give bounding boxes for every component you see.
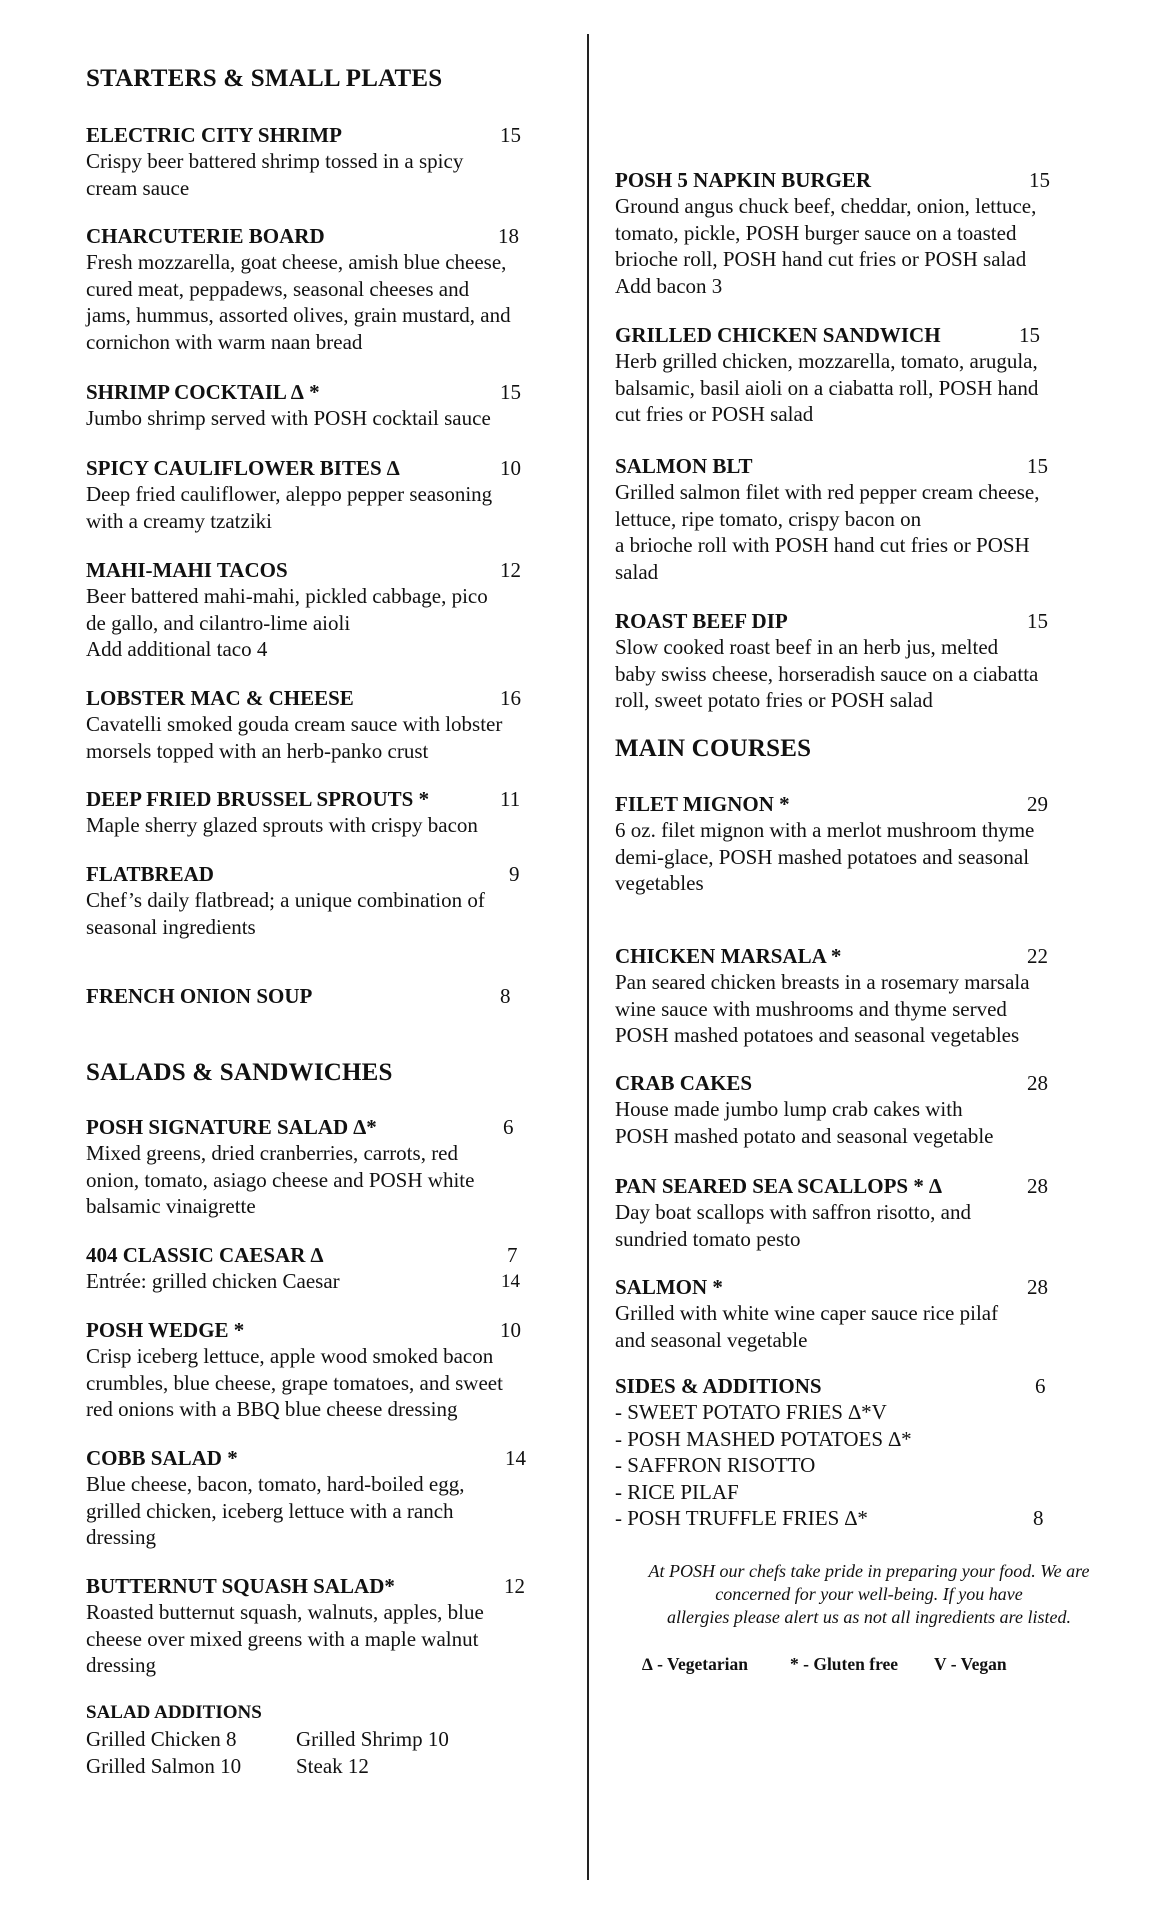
menu-item-salmon: SALMON * 28 Grilled with white wine caper sauce rice pilaf and seasonal vegetable (615, 1274, 1085, 1353)
item-price: 15 (1029, 168, 1050, 192)
menu-item-posh-signature-salad: POSH SIGNATURE SALAD ∆* 6 Mixed greens, dried cranberries, carrots, red onion, tomato, asiago cheese and POSH white balsamic vinaigrette (86, 1114, 566, 1220)
item-description: Cavatelli smoked gouda cream sauce with lobster morsels topped with an herb-panko crust (86, 712, 503, 763)
item-description: Ground angus chuck beef, cheddar, onion, lettuce, tomato, pickle, POSH burger sauce on a toasted brioche roll, POSH hand cut fries or POSH salad Add bacon 3 (615, 194, 1037, 298)
addition-item: Grilled Shrimp 10 (296, 1727, 449, 1751)
menu-item-404-classic-caesar: 404 CLASSIC CAESAR ∆ 7 Entrée: grilled chicken Caesar 14 (86, 1242, 566, 1295)
side-item: - RICE PILAF (615, 1479, 739, 1504)
sides-and-additions (615, 1373, 1085, 1532)
item-description: Grilled with white wine caper sauce rice pilaf and seasonal vegetable (615, 1301, 999, 1352)
menu-item-pan-seared-sea-scallops: PAN SEARED SEA SCALLOPS * ∆ 28 Day boat scallops with saffron risotto, and sundried tomato pesto (615, 1173, 1085, 1252)
menu-item-roast-beef-dip: ROAST BEEF DIP 15 Slow cooked roast beef in an herb jus, melted baby swiss cheese, horseradish sauce on a ciabatta roll, sweet potato fries or POSH salad (615, 608, 1085, 714)
item-description: Blue cheese, bacon, tomato, hard-boiled egg, grilled chicken, iceberg lettuce with a ranch dressing (86, 1472, 465, 1549)
menu-item-electric-city-shrimp: ELECTRIC CITY SHRIMP 15 Crispy beer battered shrimp tossed in a spicy cream sauce (86, 122, 566, 201)
item-price: 11 (500, 787, 521, 811)
menu-item-grilled-chicken-sandwich: GRILLED CHICKEN SANDWICH 15 Herb grilled chicken, mozzarella, tomato, arugula, balsamic, basil aioli on a ciabatta roll, POSH hand cut fries or POSH salad (615, 322, 1085, 428)
menu-item-mahi-mahi-tacos: MAHI-MAHI TACOS 12 Beer battered mahi-mahi, pickled cabbage, pico de gallo, and cilantro-lime aioli Add additional taco 4 (86, 557, 566, 663)
item-price: 10 (500, 456, 521, 480)
side-item: - POSH MASHED POTATOES ∆* (615, 1426, 912, 1451)
item-description: Slow cooked roast beef in an herb jus, melted baby swiss cheese, horseradish sauce on a ciabatta roll, sweet potato fries or POSH salad (615, 635, 1039, 712)
truffle-fries-price: 8 (1033, 1506, 1044, 1530)
salad-additions-title: SALAD ADDITIONS (86, 1702, 262, 1723)
item-price: 12 (500, 558, 521, 582)
side-item: - SAFFRON RISOTTO (615, 1453, 816, 1477)
item-description: Grilled salmon filet with red pepper cream cheese, lettuce, ripe tomato, crispy bacon on a brioche roll with POSH hand cut fries or POSH salad (615, 480, 1040, 584)
legend-vegetarian: ∆ - Vegetarian (642, 1654, 748, 1674)
item-description: Jumbo shrimp served with POSH cocktail sauce (86, 406, 491, 430)
menu-item-flatbread: FLATBREAD 9 Chef’s daily flatbread; a unique combination of seasonal ingredients (86, 861, 566, 940)
item-description: Deep fried cauliflower, aleppo pepper seasoning with a creamy tzatziki (86, 482, 493, 533)
item-price: 16 (500, 686, 521, 710)
menu-item-filet-mignon: FILET MIGNON * 29 6 oz. filet mignon with a merlot mushroom thyme demi-glace, POSH mashed potatoes and seasonal vegetables (615, 791, 1085, 897)
sides-list (615, 1399, 1085, 1532)
addition-item: Steak 12 (296, 1754, 369, 1778)
mains-title: MAIN COURSES (615, 735, 812, 762)
item-description: Crisp iceberg lettuce, apple wood smoked bacon crumbles, blue cheese, grape tomatoes, and sweet red onions with a BBQ blue cheese dressing (86, 1344, 503, 1421)
item-price: 7 (507, 1243, 518, 1267)
menu-item-shrimp-cocktail: SHRIMP COCKTAIL ∆ * 15 Jumbo shrimp served with POSH cocktail sauce (86, 379, 566, 432)
menu-item-salmon-blt: SALMON BLT 15 Grilled salmon filet with red pepper cream cheese, lettuce, ripe tomato, crispy bacon on a brioche roll with POSH hand cut fries or POSH salad (615, 453, 1085, 585)
dietary-legend (642, 1654, 1042, 1678)
item-description: House made jumbo lump crab cakes with POSH mashed potato and seasonal vegetable (615, 1097, 994, 1148)
sides-price: 6 (1035, 1374, 1046, 1398)
legend-gluten-free: * - Gluten free (790, 1654, 899, 1674)
column-divider (587, 34, 589, 1880)
menu-item-crab-cakes: CRAB CAKES 28 House made jumbo lump crab cakes with POSH mashed potato and seasonal vegetable (615, 1070, 1085, 1149)
menu-item-posh-wedge: POSH WEDGE * 10 Crisp iceberg lettuce, apple wood smoked bacon crumbles, blue cheese, grape tomatoes, and sweet red onions with a BBQ blue cheese dressing (86, 1317, 566, 1423)
side-item: - SWEET POTATO FRIES ∆*V (615, 1400, 887, 1424)
menu-item-charcuterie-board: CHARCUTERIE BOARD 18 Fresh mozzarella, goat cheese, amish blue cheese, cured meat, peppadews, seasonal cheeses and jams, hummus, assorted olives, grain mustard, and cornichon with warm naan bread (86, 223, 566, 355)
legend-vegan: V - Vegan (934, 1654, 1007, 1674)
item-price: 10 (500, 1318, 521, 1342)
menu-item-chicken-marsala: CHICKEN MARSALA * 22 Pan seared chicken breasts in a rosemary marsala wine sauce with mushrooms and thyme served POSH mashed potatoes and seasonal vegetables (615, 943, 1085, 1049)
menu-item-lobster-mac-cheese: LOBSTER MAC & CHEESE 16 Cavatelli smoked gouda cream sauce with lobster morsels topped with an herb-panko crust (86, 685, 566, 764)
salad-additions (86, 1700, 566, 1780)
item-price: 15 (1027, 609, 1048, 633)
item-description: 6 oz. filet mignon with a merlot mushroom thyme demi-glace, POSH mashed potatoes and seasonal vegetables (615, 818, 1035, 895)
item-price: 28 (1027, 1275, 1048, 1299)
item-description: Chef’s daily flatbread; a unique combination of seasonal ingredients (86, 888, 485, 939)
allergy-note: At POSH our chefs take pride in preparing your food. We are concerned for your well-being. If you have allergies please alert us as not all ingredients are listed. (648, 1561, 1090, 1627)
entree-price: 14 (501, 1271, 520, 1292)
item-price: 15 (1019, 323, 1040, 347)
sides-title: SIDES & ADDITIONS (615, 1374, 822, 1398)
item-price: 8 (500, 984, 511, 1008)
item-price: 22 (1027, 944, 1048, 968)
item-price: 28 (1027, 1174, 1048, 1198)
starters-title: STARTERS & SMALL PLATES (86, 65, 443, 92)
menu-item-deep-fried-brussel-sprouts: DEEP FRIED BRUSSEL SPROUTS * 11 Maple sherry glazed sprouts with crispy bacon (86, 786, 566, 839)
item-description: Pan seared chicken breasts in a rosemary marsala wine sauce with mushrooms and thyme served POSH mashed potatoes and seasonal vegetables (615, 970, 1030, 1047)
item-price: 12 (504, 1574, 525, 1598)
menu-item-butternut-squash-salad: BUTTERNUT SQUASH SALAD* 12 Roasted butternut squash, walnuts, apples, blue cheese over mixed greens with a maple walnut dressing (86, 1573, 566, 1679)
item-price: 14 (505, 1446, 526, 1470)
item-description: Herb grilled chicken, mozzarella, tomato, arugula, balsamic, basil aioli on a ciabatta roll, POSH hand cut fries or POSH salad (615, 349, 1039, 426)
item-description: Entrée: grilled chicken Caesar (86, 1269, 340, 1293)
side-item: - POSH TRUFFLE FRIES ∆* (615, 1506, 868, 1530)
item-description: Mixed greens, dried cranberries, carrots, red onion, tomato, asiago cheese and POSH white balsamic vinaigrette (86, 1141, 475, 1218)
item-price: 9 (509, 862, 520, 886)
menu-item-spicy-cauliflower-bites: SPICY CAULIFLOWER BITES ∆ 10 Deep fried cauliflower, aleppo pepper seasoning with a creamy tzatziki (86, 455, 566, 534)
item-price: 6 (503, 1115, 514, 1139)
item-description: Maple sherry glazed sprouts with crispy bacon (86, 813, 478, 837)
item-description: Beer battered mahi-mahi, pickled cabbage, pico de gallo, and cilantro-lime aioli Add additional taco 4 (86, 584, 488, 661)
item-price: 29 (1027, 792, 1048, 816)
item-price: 15 (1027, 454, 1048, 478)
item-description: Fresh mozzarella, goat cheese, amish blue cheese, cured meat, peppadews, seasonal cheeses and jams, hummus, assorted olives, grain mustard, and cornichon with warm naan bread (86, 250, 511, 354)
addition-item: Grilled Chicken 8 (86, 1727, 237, 1751)
item-price: 15 (500, 380, 521, 404)
item-description: Crispy beer battered shrimp tossed in a spicy cream sauce (86, 149, 464, 200)
item-price: 18 (498, 224, 519, 248)
item-price: 15 (500, 123, 521, 147)
salads-title: SALADS & SANDWICHES (86, 1059, 393, 1086)
item-description: Roasted butternut squash, walnuts, apples, blue cheese over mixed greens with a maple walnut dressing (86, 1600, 484, 1677)
menu-item-french-onion-soup: FRENCH ONION SOUP 8 (86, 984, 511, 1008)
item-price: 28 (1027, 1071, 1048, 1095)
addition-item: Grilled Salmon 10 (86, 1754, 242, 1778)
menu-item-cobb-salad: COBB SALAD * 14 Blue cheese, bacon, tomato, hard-boiled egg, grilled chicken, iceberg lettuce with a ranch dressing (86, 1445, 566, 1551)
menu-item-posh-5-napkin-burger: POSH 5 NAPKIN BURGER 15 Ground angus chuck beef, cheddar, onion, lettuce, tomato, pickle, POSH burger sauce on a toasted brioche roll, POSH hand cut fries or POSH salad Add bacon 3 (615, 167, 1085, 299)
item-description: Day boat scallops with saffron risotto, and sundried tomato pesto (615, 1200, 971, 1251)
